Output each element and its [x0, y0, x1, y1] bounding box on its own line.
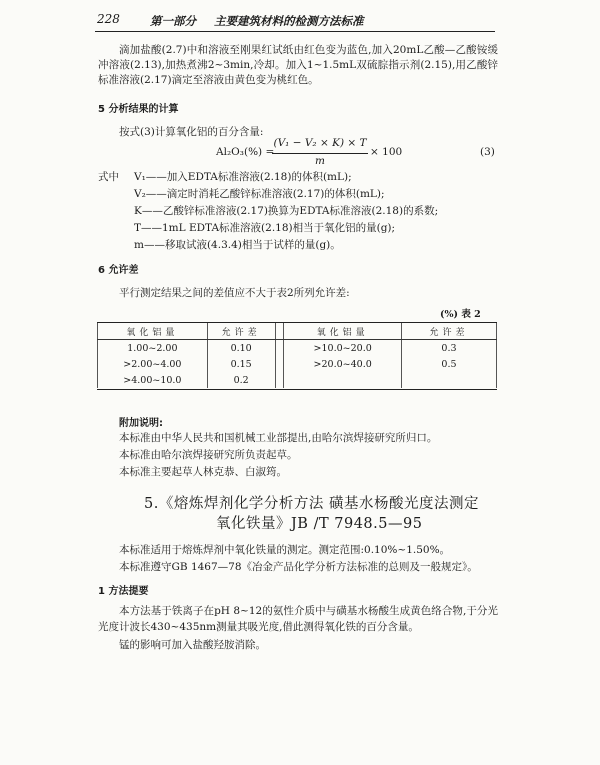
notes-heading: 附加说明:	[119, 418, 163, 429]
section-1-text: 本方法基于铁离子在pH 8~12的氨性介质中与磺基水杨酸生成黄色络合物,于分光光度计波长430~435nm测量其吸光度,借此测得氧化铁的百分含量。	[98, 605, 498, 633]
formula-denominator: m	[315, 155, 325, 167]
table-bottom-rule	[97, 389, 497, 390]
table-header-row	[98, 323, 497, 340]
section-5-heading: 5 分析结果的计算	[98, 104, 179, 115]
formula-numerator: (V₁ − V₂ × K) × T	[273, 137, 367, 149]
table-row	[98, 356, 497, 372]
note-line: 本标准主要起草人林克恭、白淑筠。	[119, 466, 287, 478]
table-header-cell: 氧化铝量	[284, 323, 402, 340]
def-v1: V₁——加入EDTA标准溶液(2.18)的体积(mL);	[134, 171, 352, 183]
table-caption: (%) 表 2	[440, 309, 481, 320]
table-cell: >2.00~4.00	[98, 356, 208, 372]
table-row	[98, 340, 497, 357]
where-label: 式中	[98, 171, 119, 183]
table-cell	[401, 372, 496, 388]
formula-factor: × 100	[370, 146, 403, 158]
table-cell: >10.0~20.0	[284, 340, 402, 357]
section-1-heading: 1 方法提要	[98, 586, 149, 597]
running-head-title: 主要建筑材料的检测方法标准	[214, 14, 364, 28]
standard-title-line1: 5.《熔炼焊剂化学分析方法 磺基水杨酸光度法测定	[144, 496, 479, 512]
note-line: 本标准由哈尔滨焊接研究所负责起草。	[119, 449, 298, 461]
standard-title-line2: 氧化铁量》JB /T 7948.5—95	[216, 516, 423, 532]
def-m: m——移取试液(4.3.4)相当于试样的量(g)。	[134, 239, 341, 251]
section-1-note: 锰的影响可加入盐酸羟胺消除。	[119, 639, 266, 651]
def-k: K——乙酸锌标准溶液(2.17)换算为EDTA标准溶液(2.18)的系数;	[134, 205, 439, 217]
table-row	[98, 372, 497, 388]
running-head-part: 第一部分	[150, 14, 196, 28]
table-cell: 1.00~2.00	[98, 340, 208, 357]
header-rule	[95, 31, 495, 32]
table-cell	[284, 372, 402, 388]
def-v2: V₂——滴定时消耗乙酸锌标准溶液(2.17)的体积(mL);	[134, 188, 385, 200]
section-6-heading: 6 允许差	[98, 265, 139, 276]
table-cell: >20.0~40.0	[284, 356, 402, 372]
page-number: 228	[97, 12, 120, 26]
table-cell: 0.2	[207, 372, 275, 388]
tolerance-table	[97, 323, 497, 388]
standard-scope: 本标准适用于熔炼焊剂中氧化铁量的测定。测定范围:0.10%~1.50%。	[119, 544, 451, 556]
table-cell: 0.10	[207, 340, 275, 357]
table-header-cell: 允许差	[401, 323, 496, 340]
formula-lhs: Al₂O₃(%) =	[216, 146, 275, 158]
section-5-intro: 按式(3)计算氧化铝的百分含量:	[119, 126, 264, 138]
table-header-cell: 氧化铝量	[98, 323, 208, 340]
table-header-cell: 允许差	[207, 323, 275, 340]
table-cell: 0.3	[401, 340, 496, 357]
note-line: 本标准由中华人民共和国机械工业部提出,由哈尔滨焊接研究所归口。	[119, 432, 438, 444]
table-cell: 0.5	[401, 356, 496, 372]
table-cell: 0.15	[207, 356, 275, 372]
fraction-bar	[272, 153, 368, 154]
formula-number: (3)	[480, 146, 495, 158]
table-cell: >4.00~10.0	[98, 372, 208, 388]
paragraph-intro: 滴加盐酸(2.7)中和溶液至刚果红试纸由红色变为蓝色,加入20mL乙酸—乙酸铵缓冲溶液(2.13),加热煮沸2~3min,冷却。加入1~1.5mL双硫腙指示剂(2.15),用乙酸锌标准溶液(2.17)滴定至溶液由黄色变为桃红色。	[98, 44, 498, 86]
standard-compliance: 本标准遵守GB 1467—78《冶金产品化学分析方法标准的总则及一般规定》。	[119, 561, 478, 573]
section-6-text: 平行测定结果之间的差值应不大于表2所列允许差:	[119, 287, 350, 299]
def-t: T——1mL EDTA标准溶液(2.18)相当于氧化铝的量(g);	[134, 222, 396, 234]
